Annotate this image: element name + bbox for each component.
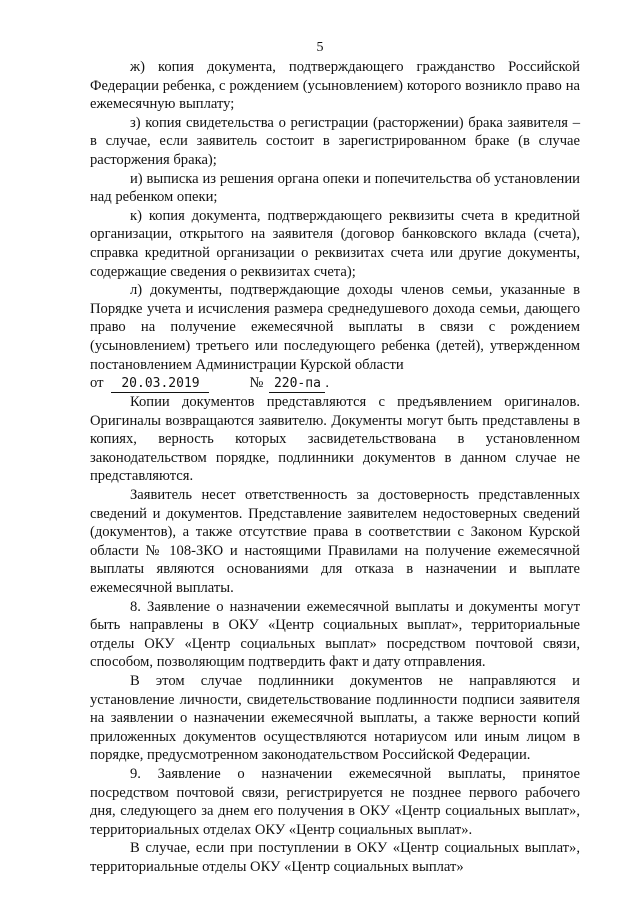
- from-label: от: [90, 375, 104, 392]
- resolution-number: 220-па: [269, 376, 325, 393]
- number-label: №: [249, 375, 264, 392]
- resolution-reference-line: [90, 374, 580, 393]
- paragraph-zh: ж) копия документа, подтверждающего гражданство Российской Федерации ребенка, с рождением (усыновлением) которого возникло право на ежемесячную выплату;: [90, 59, 580, 113]
- paragraph-z: з) копия свидетельства о регистрации (расторжении) брака заявителя – в случае, если заявитель состоит в зарегистрированном браке (в случае расторжения брака);: [90, 114, 580, 168]
- resolution-date: 20.03.2019: [111, 376, 209, 393]
- paragraph-k: к) копия документа, подтверждающего реквизиты счета в кредитной организации, открытого на заявителя (договор банковского вклада (счета), справка кредитной организации о реквизитах счета или другие документы, содержащие сведения о реквизитах счета);: [90, 207, 580, 280]
- document-body: [90, 58, 580, 877]
- page-number: 5: [316, 40, 324, 55]
- paragraph-copies: Копии документов представляются с предъявлением оригиналов. Оригиналы возвращаются заявителю. Документы могут быть представлены в копиях, верность которых засвидетельствована в установленном законодательством порядке, подлинники документов в данном случае не представляются.: [90, 394, 580, 485]
- paragraph-8-case: В этом случае подлинники документов не направляются и установление личности, свидетельствование подлинности подписи заявителя на заявлении о назначении ежемесячной выплаты, а также верности копий приложенных документов осуществляются нотариусом или иным лицом в порядке, предусмотренном законодательством Российской Федерации.: [90, 673, 580, 764]
- paragraph-8: 8. Заявление о назначении ежемесячной выплаты и документы могут быть направлены в ОКУ «Центр социальных выплат», территориальные отделы ОКУ «Центр социальных выплат» посредством почтовой связи, способом, позволяющим подтвердить факт и дату отправления.: [90, 598, 580, 671]
- paragraph-9-case: В случае, если при поступлении в ОКУ «Центр социальных выплат», территориальные отделы ОКУ «Центр социальных выплат»: [90, 840, 580, 875]
- line-end: .: [325, 375, 330, 392]
- paragraph-9: 9. Заявление о назначении ежемесячной выплаты, принятое посредством почтовой связи, регистрируется не позднее первого рабочего дня, следующего за днем его получения в ОКУ «Центр социальных выплат», территориальных отделах ОКУ «Центр социальных выплат».: [90, 765, 580, 838]
- paragraph-i: и) выписка из решения органа опеки и попечительства об установлении над ребенком опеки;: [90, 170, 580, 206]
- paragraph-l: л) документы, подтверждающие доходы членов семьи, указанные в Порядке учета и исчисления размера среднедушевого дохода семьи, дающего право на получение ежемесячной выплаты в связи с рождением (усыновлением) третьего или последующего ребенка (детей), утвержденном постановлением Администрации Курской области: [90, 282, 580, 373]
- paragraph-responsibility: Заявитель несет ответственность за достоверность представленных сведений и документов. Представление заявителем недостоверных сведений (документов), а также отсутствие права в соответствии с Законом Курской области № 108-ЗКО и настоящими Правилами на получение ежемесячной выплаты являются основаниями для отказа в назначении и выплате ежемесячной выплаты.: [90, 487, 580, 597]
